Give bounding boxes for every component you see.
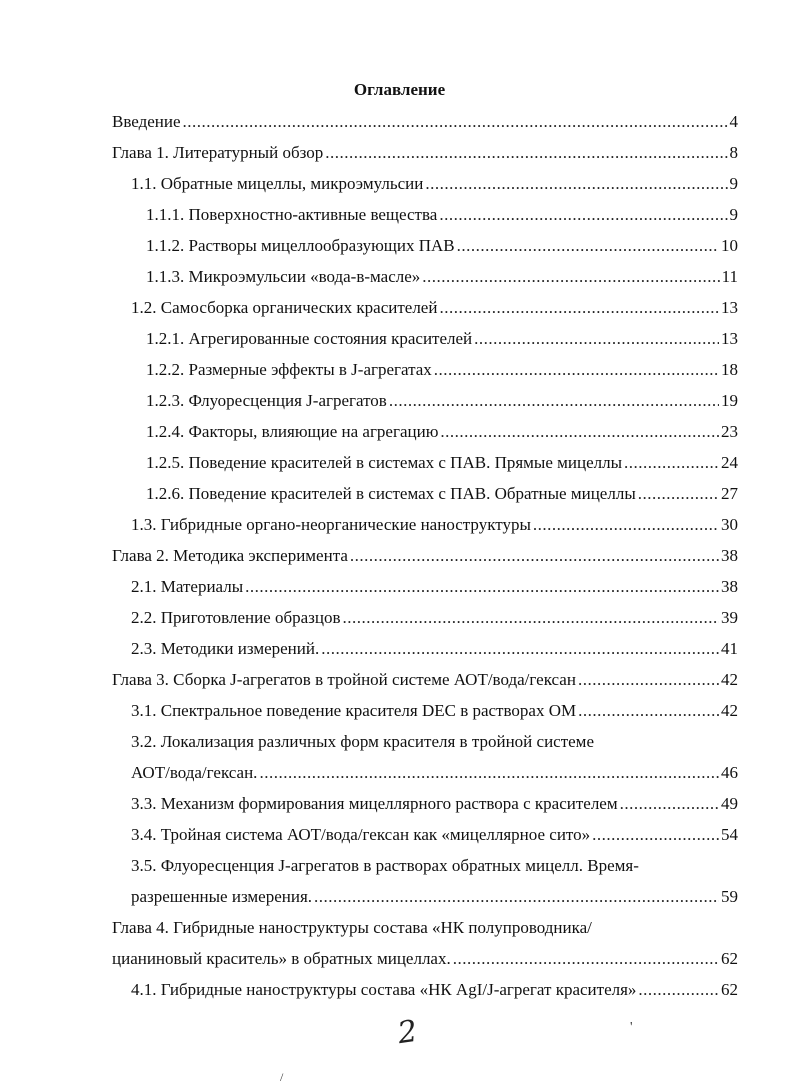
toc-entry-page: 46 — [721, 763, 738, 782]
toc-entry — [131, 732, 738, 758]
leader-dots — [434, 360, 719, 380]
leader-dots — [578, 701, 719, 721]
toc-entry-label: 3.4. Тройная система АОТ/вода/гексан как «мицеллярное сито» — [131, 825, 591, 844]
leader-dots — [343, 608, 719, 628]
toc-entry-page: 41 — [721, 639, 738, 658]
toc-entry — [131, 701, 738, 727]
toc-entry-label: 3.5. Флуоресценция J-агрегатов в растворах обратных мицелл. Время- — [131, 856, 639, 875]
toc-entry — [131, 980, 738, 1006]
toc-entry — [131, 577, 738, 603]
leader-dots — [457, 236, 719, 256]
toc-entry — [131, 639, 738, 665]
leader-dots — [533, 515, 719, 535]
toc-entry-label: 2.1. Материалы — [131, 577, 244, 596]
leader-dots — [439, 205, 727, 225]
toc-entry — [112, 143, 738, 169]
toc-entry — [131, 515, 738, 541]
toc-entry-page: 38 — [721, 577, 738, 596]
toc-entry-page: 9 — [729, 205, 738, 224]
toc-entry-label: 1.1. Обратные мицеллы, микроэмульсии — [131, 174, 424, 193]
toc-entry-label: 2.2. Приготовление образцов — [131, 608, 341, 627]
toc-entry-label: АОТ/вода/гексан. — [131, 763, 258, 782]
leader-dots — [245, 577, 719, 597]
toc-entry-label: 4.1. Гибридные наноструктуры состава «НК AgI/J-агрегат красителя» — [131, 980, 637, 999]
toc-entry-label: 1.2.2. Размерные эффекты в J-агрегатах — [146, 360, 432, 379]
toc-entry-page: 49 — [721, 794, 738, 813]
leader-dots — [624, 453, 719, 473]
toc-entry — [112, 112, 738, 138]
toc-entry-page: 24 — [721, 453, 738, 472]
toc-entry-label: цианиновый краситель» в обратных мицеллах. — [112, 949, 451, 968]
toc-entry-page: 42 — [721, 701, 738, 720]
toc-entry-label: 1.2.3. Флуоресценция J-агрегатов — [146, 391, 387, 410]
toc-entry — [112, 949, 738, 975]
toc-entry-label: 1.2.6. Поведение красителей в системах с ПАВ. Обратные мицеллы — [146, 484, 636, 503]
toc-entry-page: 54 — [721, 825, 738, 844]
toc-entry — [146, 236, 738, 262]
toc-entry — [131, 825, 738, 851]
leader-dots — [638, 980, 719, 1000]
toc-entry — [112, 918, 738, 944]
toc-entry — [112, 546, 738, 572]
leader-dots — [440, 422, 719, 442]
toc-entry-label: Глава 2. Методика эксперимента — [112, 546, 348, 565]
leader-dots — [620, 794, 719, 814]
page-title: Оглавление — [353, 80, 446, 99]
toc-entry-page: 9 — [729, 174, 738, 193]
toc-entry-label: 1.2. Самосборка органических красителей — [131, 298, 438, 317]
toc-entry — [131, 856, 738, 882]
toc-entry-label: разрешенные измерения. — [131, 887, 313, 906]
toc-entry — [131, 887, 738, 913]
toc-entry-page: 18 — [721, 360, 738, 379]
toc-entry — [146, 267, 738, 293]
toc-entry-page: 38 — [721, 546, 738, 565]
toc-entry — [146, 205, 738, 231]
ink-mark: / — [280, 1070, 284, 1084]
leader-dots — [474, 329, 719, 349]
toc-entry — [146, 391, 738, 417]
leader-dots — [638, 484, 719, 504]
toc-entry — [131, 608, 738, 634]
toc-entry-page: 59 — [721, 887, 738, 906]
leader-dots — [578, 670, 719, 690]
toc-entry-page: 19 — [721, 391, 738, 410]
toc-entry-label: 1.2.1. Агрегированные состояния красителей — [146, 329, 473, 348]
leader-dots — [325, 143, 727, 163]
toc-entry-page: 62 — [721, 949, 738, 968]
toc-entry-label: 3.2. Локализация различных форм красителя в тройной системе — [131, 732, 594, 751]
toc-entry-label: 3.3. Механизм формирования мицеллярного раствора с красителем — [131, 794, 618, 813]
toc-entry-page: 39 — [721, 608, 738, 627]
toc-entry-label: 3.1. Спектральное поведение красителя DEC в растворах ОМ — [131, 701, 577, 720]
toc-entry — [146, 360, 738, 386]
toc-entry — [131, 174, 738, 200]
leader-dots — [350, 546, 719, 566]
toc-entry-page: 30 — [721, 515, 738, 534]
leader-dots — [389, 391, 719, 411]
toc-entry-label: 1.2.5. Поведение красителей в системах с ПАВ. Прямые мицеллы — [146, 453, 623, 472]
leader-dots — [425, 174, 727, 194]
toc-entry-page: 11 — [721, 267, 738, 286]
toc-entry-page: 42 — [721, 670, 738, 689]
toc-entry-page: 23 — [721, 422, 738, 441]
toc-entry — [131, 763, 738, 789]
toc-entry-page: 27 — [721, 484, 738, 503]
leader-dots — [592, 825, 719, 845]
toc-entry-label: 2.3. Методики измерений. — [131, 639, 320, 658]
toc-entry-page: 4 — [729, 112, 738, 131]
handwritten-page-number: 2 — [395, 1013, 420, 1052]
toc-entry — [112, 670, 738, 696]
toc-entry — [146, 329, 738, 355]
leader-dots — [422, 267, 719, 287]
toc-entry-page: 10 — [721, 236, 738, 255]
toc-entry-label: 1.1.3. Микроэмульсии «вода-в-масле» — [146, 267, 421, 286]
leader-dots — [439, 298, 719, 318]
toc-entry — [131, 298, 738, 324]
toc-entry-label: Глава 3. Сборка J-агрегатов в тройной системе АОТ/вода/гексан — [112, 670, 576, 689]
toc-entry-label: Глава 1. Литературный обзор — [112, 143, 324, 162]
toc-entry — [146, 422, 738, 448]
toc-entry — [131, 794, 738, 820]
toc-entry-label: 1.1.2. Растворы мицеллообразующих ПАВ — [146, 236, 455, 255]
toc-entry-page: 13 — [721, 329, 738, 348]
toc-entry-label: 1.3. Гибридные органо-неорганические наноструктуры — [131, 515, 531, 534]
ink-mark: ' — [630, 1020, 633, 1035]
toc-entry-label: Введение — [112, 112, 181, 131]
toc-entry-page: 13 — [721, 298, 738, 317]
toc-entry-page: 8 — [729, 143, 738, 162]
toc-entry-label: 1.2.4. Факторы, влияющие на агрегацию — [146, 422, 439, 441]
toc-entry-label: Глава 4. Гибридные наноструктуры состава «НК полупроводника/ — [112, 918, 592, 937]
leader-dots — [183, 112, 728, 132]
leader-dots — [321, 639, 719, 659]
toc-entry — [146, 484, 738, 510]
leader-dots — [453, 949, 719, 969]
toc-entry-page: 62 — [721, 980, 738, 999]
toc-entry — [146, 453, 738, 479]
toc-entry-label: 1.1.1. Поверхностно-активные вещества — [146, 205, 438, 224]
leader-dots — [314, 887, 719, 907]
leader-dots — [259, 763, 719, 783]
